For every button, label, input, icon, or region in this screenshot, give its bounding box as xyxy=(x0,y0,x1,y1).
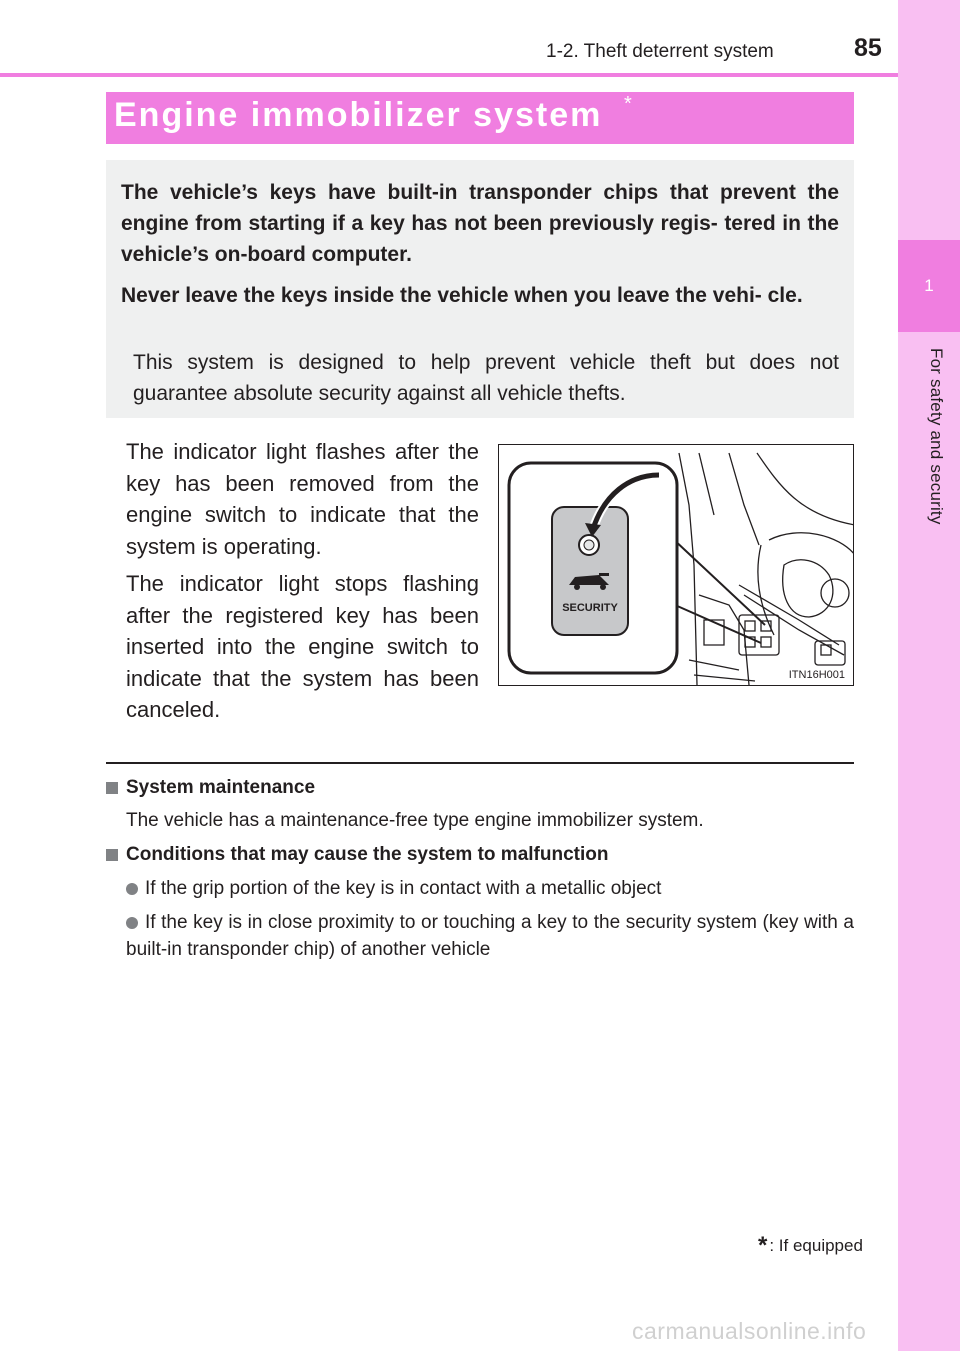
chapter-title: For safety and security xyxy=(927,348,946,525)
figure-code: ITN16H001 xyxy=(788,669,845,681)
square-bullet-icon xyxy=(106,849,118,861)
list-item xyxy=(126,909,854,963)
body-paragraph-2: The indicator light stops flashing after the registered key has been inserted into the engine switch to indicate that the system has been canceled. xyxy=(126,571,479,722)
intro-paragraph-3: This system is designed to help prevent vehicle theft but does not guarantee absolute security against all vehicle thefts. xyxy=(133,351,839,405)
footnote-text: : If equipped xyxy=(769,1236,863,1255)
footnote-asterisk: * xyxy=(758,1232,768,1259)
chapter-number: 1 xyxy=(898,240,960,332)
list-item-text: If the grip portion of the key is in contact with a metallic object xyxy=(145,878,662,899)
chapter-side-tab xyxy=(898,0,960,1351)
maintenance-heading-text: System maintenance xyxy=(126,777,316,798)
section-header: 1-2. Theft deterrent system xyxy=(546,41,774,62)
intro-paragraph-1: The vehicle’s keys have built-in transponder chips that prevent the engine from starting if a key has not been previously regis- tered in the vehicle’s on-board computer. xyxy=(121,181,839,266)
body-paragraph-1: The indicator light flashes after the key has been removed from the engine switch to indicate that the system is operating. xyxy=(126,439,479,559)
footnote xyxy=(758,1232,863,1259)
dashboard-illustration xyxy=(499,445,854,686)
security-panel-label: SECURITY xyxy=(562,602,618,614)
section-divider xyxy=(106,762,854,764)
maintenance-heading xyxy=(106,777,315,799)
malfunction-heading xyxy=(106,844,608,866)
round-bullet-icon xyxy=(126,883,138,895)
round-bullet-icon xyxy=(126,917,138,929)
page-number: 85 xyxy=(854,34,882,62)
page-title: Engine immobilizer system xyxy=(114,96,603,134)
watermark: carmanualsonline.info xyxy=(632,1318,867,1344)
intro-paragraph-2: Never leave the keys inside the vehicle when you leave the vehi- cle. xyxy=(121,284,803,307)
security-indicator-figure xyxy=(498,444,854,686)
title-equipped-marker: * xyxy=(624,93,632,115)
list-item-text: If the key is in close proximity to or touching a key to the security system (key with a built-in transponder chip) of another vehicle xyxy=(126,912,854,960)
malfunction-heading-text: Conditions that may cause the system to malfunction xyxy=(126,844,609,865)
header-rule xyxy=(0,73,898,77)
maintenance-text: The vehicle has a maintenance-free type engine immobilizer system. xyxy=(126,810,704,831)
list-item xyxy=(126,875,854,902)
square-bullet-icon xyxy=(106,782,118,794)
